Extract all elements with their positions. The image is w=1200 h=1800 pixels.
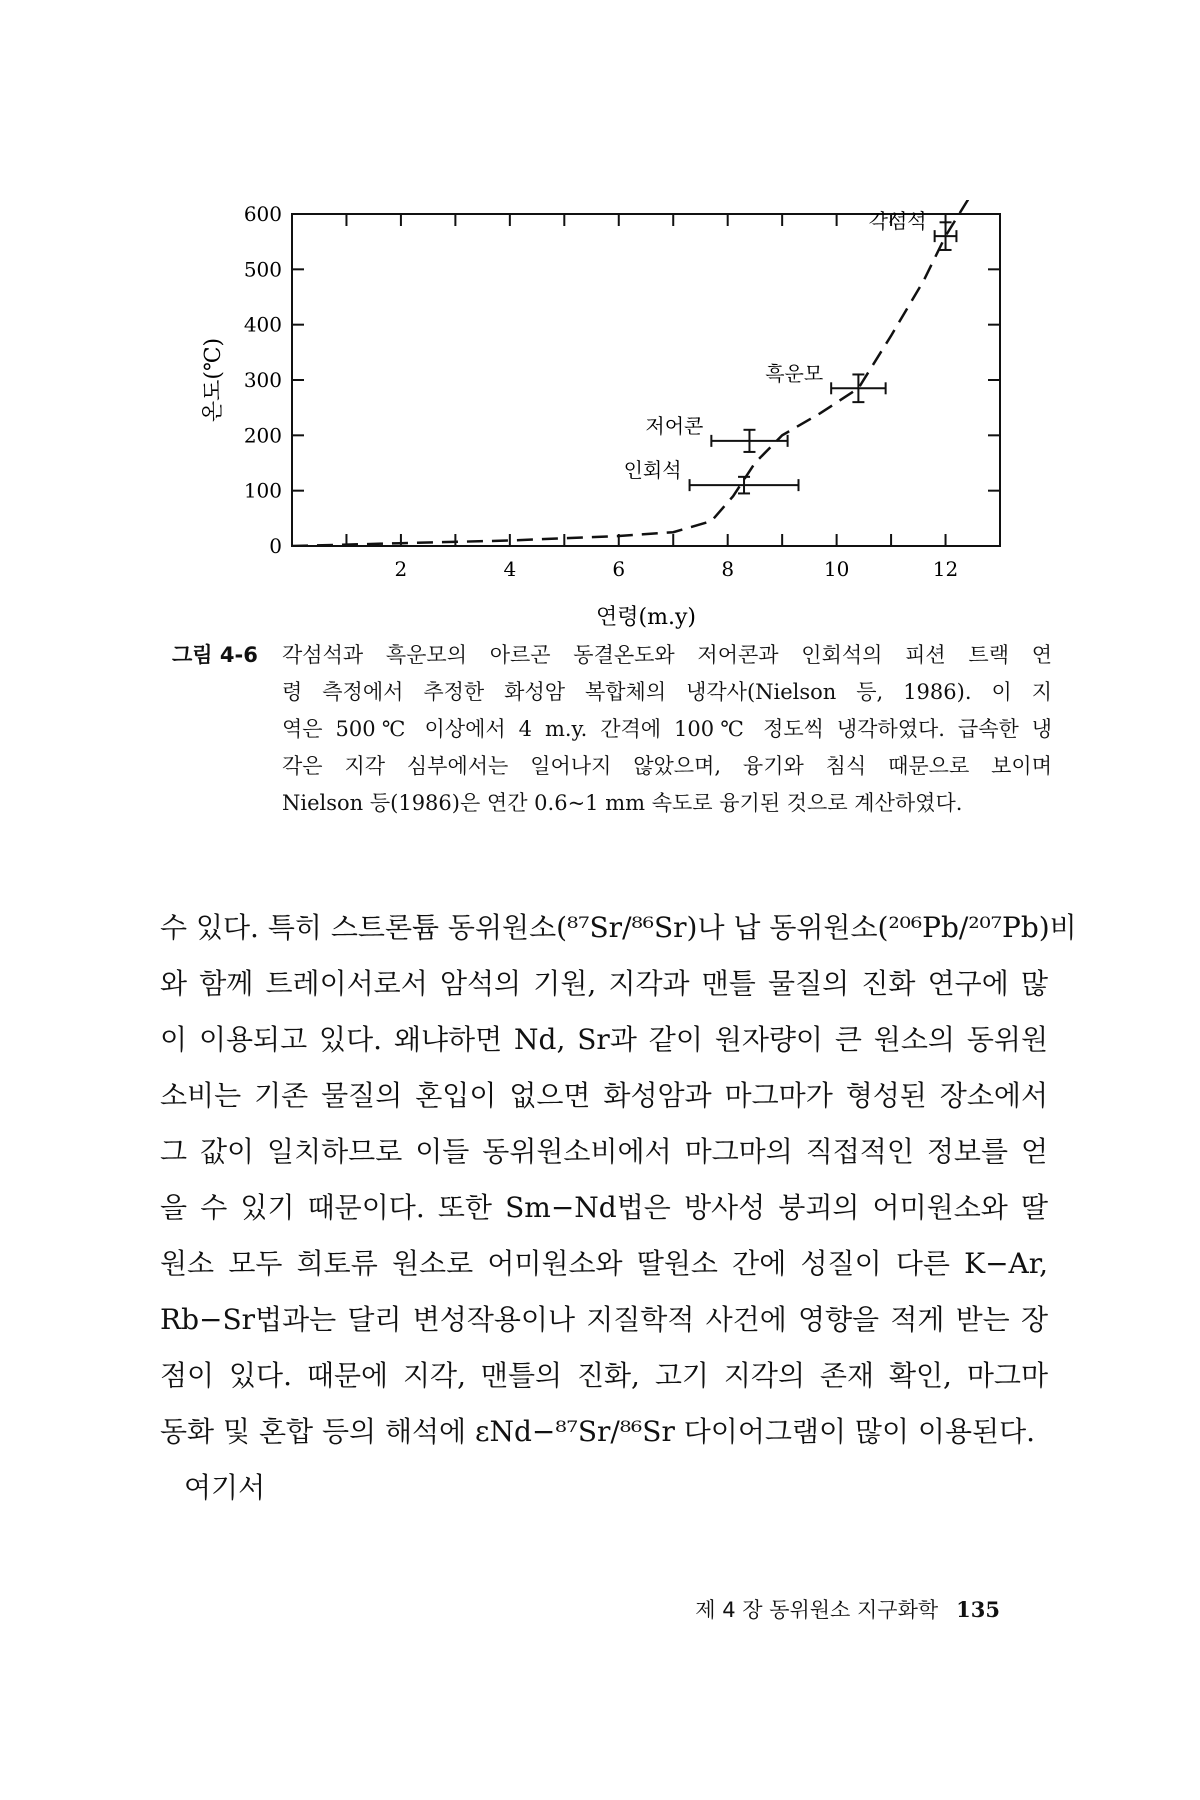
x-tick-label: 6 [612,557,626,581]
y-axis-label: 온도(℃) [201,337,226,423]
page-number: 135 [956,1597,1000,1622]
y-tick-label: 300 [243,368,282,392]
caption-line: 각은 지각 심부에서는 일어나지 않았으며, 융기와 침식 때문으로 보이며 [282,754,1052,778]
data-point-label: 저어콘 [645,413,704,438]
body-line: 와 함께 트레이서로서 암석의 기원, 지각과 맨틀 물질의 진화 연구에 많 [160,967,1048,1000]
caption-text [282,637,1052,822]
data-point-label: 인회석 [623,458,682,483]
y-tick-label: 100 [243,478,282,503]
y-tick-label: 600 [243,202,282,226]
body-line: 점이 있다. 때문에 지각, 맨틀의 진화, 고기 지각의 존재 확인, 마그마 [160,1359,1048,1392]
body-line: 그 값이 일치하므로 이들 동위원소비에서 마그마의 직접적인 정보를 얻 [160,1135,1048,1168]
y-tick-label: 500 [243,257,282,282]
caption-line: 각섬석과 흑운모의 아르곤 동결온도와 저어콘과 인회석의 피션 트랙 연 [282,643,1052,667]
chapter-title: 제 4 장 동위원소 지구화학 [695,1598,939,1622]
figure-caption [172,637,1052,822]
body-paragraph [160,900,1077,1516]
x-axis-label: 연령(m.y) [596,605,696,630]
body-line: 소비는 기존 물질의 혼입이 없으면 화성암과 마그마가 형성된 장소에서 [160,1079,1048,1112]
figure-4-6-chart [180,190,1040,630]
x-tick-label: 10 [823,557,850,581]
cooling-curve [292,192,973,546]
data-point-label: 각섬석 [868,209,927,234]
caption-line: 령 측정에서 추정한 화성암 복합체의 냉각사(Nielson 등, 1986). 이 지 [282,680,1052,704]
caption-label: 그림 4-6 [172,643,258,667]
x-tick-label: 4 [503,557,517,581]
body-line: 동화 및 혼합 등의 해석에 εNd−⁸⁷Sr/⁸⁶Sr 다이어그램이 많이 이용된다. [160,1415,1036,1448]
y-tick-label: 0 [269,534,282,558]
caption-line: 역은 500℃ 이상에서 4 m.y. 간격에 100℃ 정도씩 냉각하였다. 급속한 냉 [282,717,1052,741]
x-tick-label: 2 [394,557,408,581]
y-tick-label: 200 [243,423,282,448]
caption-line: Nielson 등(1986)은 연간 0.6~1 mm 속도로 융기된 것으로 계산하였다. [282,791,963,815]
y-tick-label: 400 [243,312,282,337]
x-tick-label: 12 [932,557,959,581]
body-line: 수 있다. 특히 스트론튬 동위원소(⁸⁷Sr/⁸⁶Sr)나 납 동위원소(²⁰⁶Pb/²⁰⁷Pb)비 [160,911,1077,944]
page-footer [695,1594,1000,1624]
body-line: 이 이용되고 있다. 왜냐하면 Nd, Sr과 같이 원자량이 큰 원소의 동위원 [160,1023,1048,1056]
body-line: Rb−Sr법과는 달리 변성작용이나 지질학적 사건에 영향을 적게 받는 장 [160,1303,1048,1336]
body-line: 여기서 [184,1471,266,1504]
x-tick-label: 8 [721,557,735,581]
chart-svg [180,190,1040,630]
body-line: 원소 모두 희토류 원소로 어미원소와 딸원소 간에 성질이 다른 K−Ar, [160,1247,1048,1280]
data-point-label: 흑운모 [765,361,824,386]
body-line: 을 수 있기 때문이다. 또한 Sm−Nd법은 방사성 붕괴의 어미원소와 딸 [160,1191,1048,1224]
plot-frame [292,214,1000,546]
